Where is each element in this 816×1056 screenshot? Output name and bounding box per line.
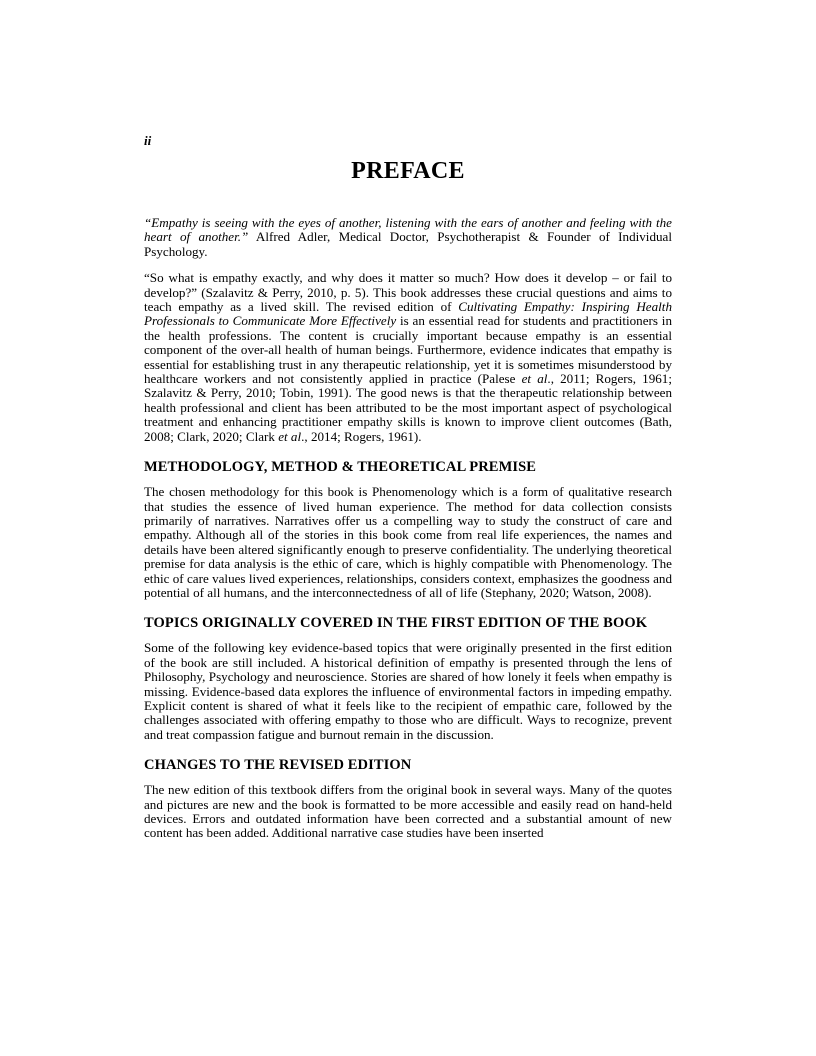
section-body-changes: The new edition of this textbook differs from the original book in several ways. Many of the quotes and pictures are new and the book is formatted to be more accessible and easily read on hand-held devices. Errors and outdated information have been corrected and a substantial amount of new content has been added. Additional narrative case studies have been inserted: [144, 782, 672, 841]
epigraph-quote: “Empathy is seeing with the eyes of another, listening with the ears of another and feeling with the heart of another.”: [144, 215, 672, 245]
intro-paragraph: [144, 271, 672, 444]
section-heading-changes: CHANGES TO THE REVISED EDITION: [144, 757, 412, 774]
et-al-2: et al: [278, 428, 302, 444]
book-title: Cultivating Empathy: Inspiring Health Professionals to Communicate More Effectively: [144, 299, 672, 329]
page-title: PREFACE: [351, 158, 465, 184]
epigraph-attribution: Alfred Adler, Medical Doctor, Psychotherapist & Founder of Individual Psychology.: [144, 229, 672, 259]
intro-text-3: ., 2011; Rogers, 1961; Szalavitz & Perry, 2010; Tobin, 1991). The good news is that the therapeutic relationship between health professional and client has been attributed to be the most important aspect of psychological treatment and enhancing practitioner empathy skills is known to improve client outcomes (Bath, 2008; Clark, 2020; Clark: [144, 371, 672, 444]
section-body-topics: Some of the following key evidence-based topics that were originally presented in the first edition of the book are still included. A historical definition of empathy is presented through the lens of Philosophy, Psychology and neuroscience. Stories are shared of how lonely it feels when empathy is missing. Evidence-based data explores the influence of environmental factors in impeding empathy. Explicit content is shared of what it feels like to the recipient of empathic care, followed by the challenges associated with offering empathy to those who are difficult. Ways to recognize, prevent and treat compassion fatigue and burnout remain in the discussion.: [144, 640, 672, 742]
intro-text-1: “So what is empathy exactly, and why does it matter so much? How does it develop – or fail to develop?” (Szalavitz & Perry, 2010, p. 5). This book addresses these crucial questions and aims to teach empathy as a lived skill. The revised edition of: [144, 270, 672, 315]
et-al-1: et al: [521, 371, 548, 387]
epigraph: [144, 216, 672, 259]
section-heading-topics: TOPICS ORIGINALLY COVERED IN THE FIRST EDITION OF THE BOOK: [144, 615, 648, 632]
page-content: [144, 156, 672, 853]
page-number: ii: [144, 133, 152, 148]
intro-text-4: ., 2014; Rogers, 1961).: [301, 428, 422, 444]
section-heading-methodology: METHODOLOGY, METHOD & THEORETICAL PREMISE: [144, 459, 537, 476]
section-body-methodology: The chosen methodology for this book is Phenomenology which is a form of qualitative research that studies the essence of lived human experience. The method for data collection consists primarily of narratives. Narratives offer us a compelling way to study the construct of care and empathy. Although all of the stories in this book come from real life experiences, the names and details have been altered significantly enough to preserve confidentiality. The underlying theoretical premise for data analysis is the ethic of care, which is highly compatible with Phenomenology. The ethic of care values lived experiences, relationships, considers context, emphasizes the goodness and potential of all humans, and the interconnectedness of all of life (Stephany, 2020; Watson, 2008).: [144, 484, 672, 600]
intro-text-2: is an essential read for students and practitioners in the health professions. The content is crucially important because empathy is an essential component of the over-all health of human beings. Furthermore, evidence indicates that empathy is essential for establishing trust in any therapeutic relationship, yet it is sometimes misunderstood by healthcare workers and not consistently applied in practice (Palese: [144, 313, 672, 387]
